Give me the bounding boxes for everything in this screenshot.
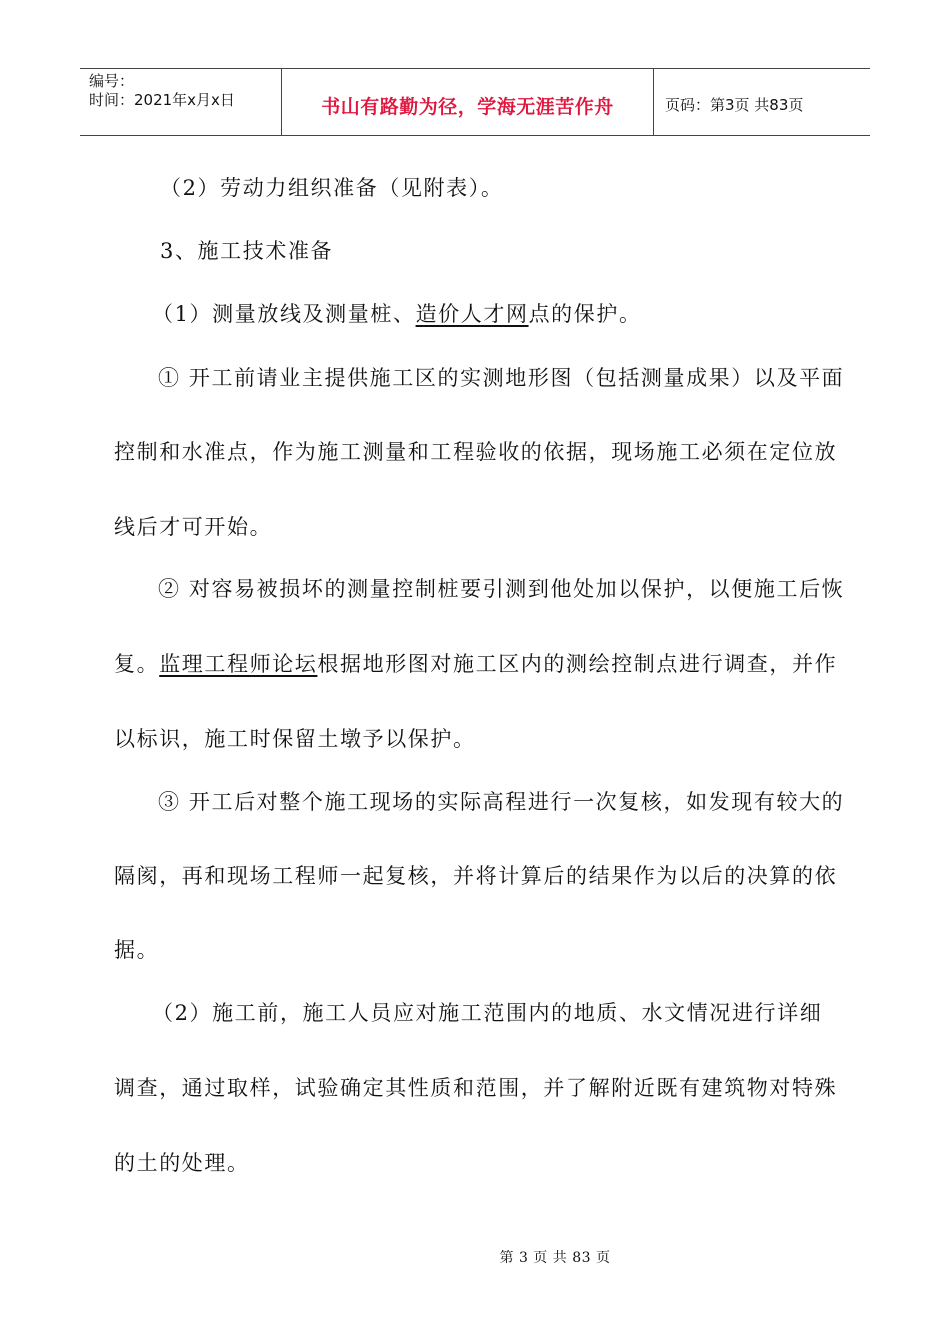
text-span: 根据地形图对施工区内的测绘控制点进行调查，并作 <box>317 652 838 676</box>
header-motto-cell <box>282 69 654 135</box>
paragraph-line: （2）劳动力组织准备（见附表）。 <box>160 176 504 200</box>
paragraph-line: （2）施工前，施工人员应对施工范围内的地质、水文情况进行详细 <box>152 1001 823 1025</box>
header-page-info-cell <box>654 69 870 135</box>
paragraph-line: 隔阂，再和现场工程师一起复核，并将计算后的结果作为以后的决算的依 <box>114 864 838 888</box>
paragraph-line: 据。 <box>114 938 160 962</box>
header-motto: 书山有路勤为径，学海无涯苦作舟 <box>321 95 614 118</box>
paragraph-line: ② 对容易被损坏的测量控制桩要引测到他处加以保护，以便施工后恢 <box>158 577 845 601</box>
text-span: 复。 <box>114 652 160 676</box>
document-number-label: 编号： <box>89 72 135 90</box>
paragraph-line: 调查，通过取样，试验确定其性质和范围，并了解附近既有建筑物对特殊 <box>114 1076 838 1100</box>
text-span: （1）测量放线及测量桩、 <box>152 302 416 326</box>
text-span: 点的保护。 <box>528 302 642 326</box>
section-heading: 3、施工技术准备 <box>160 239 334 263</box>
document-date-label: 时间：2021年x月x日 <box>89 91 235 109</box>
page-footer: 第 3 页 共 83 页 <box>499 1250 611 1266</box>
page-header <box>80 68 870 136</box>
header-meta <box>80 69 282 135</box>
header-page-info: 页码：第3页 共83页 <box>665 95 804 114</box>
paragraph-line <box>152 298 876 328</box>
paragraph-line: ① 开工前请业主提供施工区的实测地形图（包括测量成果）以及平面 <box>158 366 845 390</box>
link-supervision-engineer-forum[interactable]: 监理工程师论坛 <box>159 652 318 676</box>
link-cost-talent-network[interactable]: 造价人才网 <box>415 302 529 326</box>
paragraph-line <box>114 648 838 678</box>
paragraph-line: 的土的处理。 <box>114 1151 250 1175</box>
paragraph-line: 线后才可开始。 <box>114 515 273 539</box>
paragraph-line: 以标识，施工时保留土墩予以保护。 <box>114 727 476 751</box>
paragraph-line: 控制和水准点，作为施工测量和工程验收的依据，现场施工必须在定位放 <box>114 440 838 464</box>
paragraph-line: ③ 开工后对整个施工现场的实际高程进行一次复核，如发现有较大的 <box>158 790 845 814</box>
